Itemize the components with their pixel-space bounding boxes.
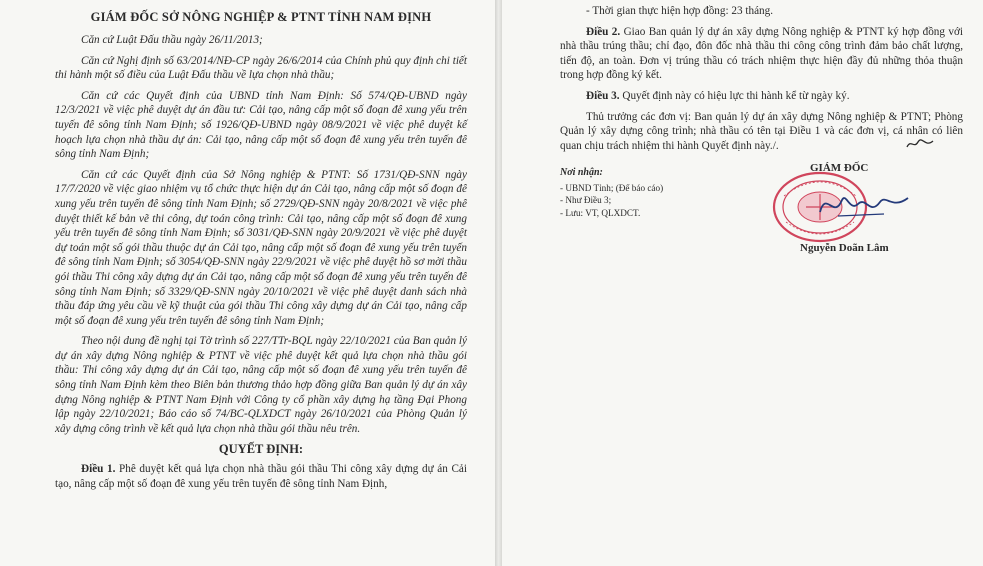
article-1 xyxy=(55,462,467,491)
decision-title: QUYẾT ĐỊNH: xyxy=(218,442,304,457)
recipient-item: - Như Điều 3; xyxy=(560,195,612,206)
right-page xyxy=(502,0,983,566)
page-gutter xyxy=(495,0,502,566)
signer-name: Nguyễn Doãn Lâm xyxy=(800,242,889,254)
article-1-label: Điều 1. xyxy=(81,463,116,476)
article-2 xyxy=(560,25,963,83)
recipients-block xyxy=(560,167,730,219)
basis-law: Căn cứ Luật Đấu thầu ngày 26/11/2013; xyxy=(81,34,263,46)
basis-proposal: Theo nội dung đề nghị tại Tờ trình số 227/TTr-BQL ngày 22/10/2021 của Ban quản lý dự án xây dựng Nông nghiệp & PTNT về việc phê duyệt kết quả lựa chọn nhà thầu gói thầu: Thi công xây dựng dự án Cải tạo, nâng cấp một số đoạn đê xung yếu trên tuyến đê sông tỉnh Nam Định kèm theo Biên bản thương thảo hợp đồng giữa Ban quản lý dự án xây dựng Nông nghiệp & PTNT Nam Định với Công ty cổ phần xây dựng hạ tầng Đại Phong lập ngày 22/10/2021; Báo cáo số 74/BC-QLXDCT ngày 26/10/2021 của Phòng Quản lý xây dựng công trình về kết quả lựa chọn nhà thầu gói thầu nêu trên. xyxy=(55,335,467,435)
signer-title: GIÁM ĐỐC xyxy=(810,162,869,174)
recipient-item: - Lưu: VT, QLXDCT. xyxy=(560,207,641,218)
article-3 xyxy=(560,89,963,104)
contract-duration: - Thời gian thực hiện hợp đồng: 23 tháng. xyxy=(586,5,774,17)
article-2-text: Giao Ban quản lý dự án xây dựng Nông nghiệp & PTNT ký hợp đồng với nhà thầu trúng thầu; chỉ đạo, đôn đốc nhà thầu thi công công trình đảm bảo chất lượng, tiến độ, an toàn. Đơn vị trúng thầu có trách nhiệm thực hiện đầy đủ những thỏa thuận trong hợp đồng ký kết. xyxy=(560,25,964,82)
article-3-text: Quyết định này có hiệu lực thi hành kể từ ngày ký. xyxy=(619,89,850,102)
signature-block xyxy=(770,162,960,262)
article-3-label: Điều 3. xyxy=(586,89,620,102)
signature xyxy=(814,182,914,226)
article-2-label: Điều 2. xyxy=(586,25,621,38)
basis-snn-decisions: Căn cứ các Quyết định của Sở Nông nghiệp & PTNT: Số 1731/QĐ-SNN ngày 17/7/2020 về việc giao nhiệm vụ tổ chức thực hiện dự án Cải tạo, nâng cấp một số đoạn đê xung yếu trên tuyến đê sông tỉnh Nam Định; số 2729/QĐ-SNN ngày 20/8/2021 về việc phê duyệt thiết kế bản vẽ thi công, dự toán công trình: Cải tạo, nâng cấp một số đoạn đê xung yếu trên tuyến đê sông tỉnh Nam Định; số 3031/QĐ-SNN ngày 20/9/2021 về việc phê duyệt dự toán một số gói thầu thuộc dự án Cải tạo, nâng cấp một số đoạn đê xung yếu trên tuyến đê sông tỉnh Nam Định; số 3054/QĐ-SNN ngày 22/9/2021 về việc phê duyệt hồ sơ mời thầu gói thầu Thi công xây dựng dự án Cải tạo, nâng cấp một số đoạn đê xung yếu trên tuyến đê sông tỉnh Nam Định; số 3329/QĐ-SNN ngày 20/10/2021 về việc phê duyệt danh sách nhà thầu đáp ứng yêu cầu về kỹ thuật của gói thầu Thi công xây dựng dự án Cải tạo, nâng cấp một số đoạn đê xung yếu trên tuyến đê sông tỉnh Nam Định; xyxy=(55,168,467,327)
article-1-text: Phê duyệt kết quả lựa chọn nhà thầu gói thầu Thi công xây dựng dự án Cải tạo, nâng cấp một số đoạn đê xung yếu trên tuyến đê sông tỉnh Nam Định, xyxy=(55,463,467,491)
recipients-title: Nơi nhận: xyxy=(560,167,603,179)
initials-mark xyxy=(905,137,935,151)
basis-ubnd-decisions: Căn cứ các Quyết định của UBND tỉnh Nam Định: Số 574/QĐ-UBND ngày 12/3/2021 về việc phê duyệt dự án đầu tư: Cải tạo, nâng cấp một số đoạn đê xung yếu trên tuyến đê sông tỉnh Nam Định; số 1926/QĐ-UBND ngày 08/9/2021 về việc phê duyệt kế hoạch lựa chọn nhà thầu dự án: Cải tạo, nâng cấp một số đoạn đê xung yếu trên tuyến đê sông tỉnh Nam Định; xyxy=(55,89,467,161)
recipient-item: - UBND Tỉnh; (Để báo cáo) xyxy=(560,182,664,193)
responsibility-clause: Thủ trưởng các đơn vị: Ban quản lý dự án xây dựng Nông nghiệp & PTNT; Phòng Quản lý xây dựng công trình; nhà thầu có tên tại Điều 1 và các đơn vị, cá nhân có liên quan chịu trách nhiệm thi hành Quyết định này./. xyxy=(560,110,963,152)
document-heading: GIÁM ĐỐC SỞ NÔNG NGHIỆP & PTNT TỈNH NAM ĐỊNH xyxy=(90,10,432,24)
basis-decree: Căn cứ Nghị định số 63/2014/NĐ-CP ngày 26/6/2014 của Chính phủ quy định chi tiết thi hành một số điều của Luật Đấu thầu về lựa chọn nhà thầu; xyxy=(55,54,467,82)
